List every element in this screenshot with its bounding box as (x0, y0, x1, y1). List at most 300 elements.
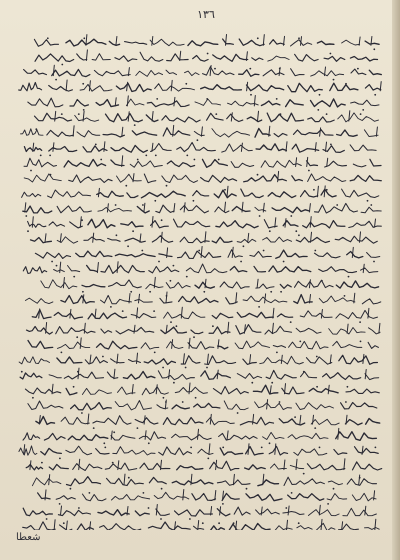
handwritten-word (194, 403, 220, 408)
diacritic-dot (70, 488, 72, 490)
handwritten-word (256, 509, 280, 514)
diacritic-dot (294, 416, 296, 418)
letter-stroke (132, 385, 133, 394)
handwritten-word (308, 117, 335, 122)
diacritic-dot (148, 442, 150, 444)
handwritten-line (26, 459, 382, 475)
letter-stroke (144, 416, 145, 424)
handwritten-word (290, 465, 303, 468)
handwritten-word (292, 176, 303, 181)
handwritten-word (20, 373, 42, 379)
handwritten-word (167, 54, 188, 61)
handwritten-word (212, 237, 232, 243)
handwritten-word (219, 433, 258, 440)
letter-stroke (209, 444, 210, 455)
diacritic-dot (374, 94, 376, 96)
diacritic-dot (161, 488, 163, 490)
catchword: شعطا (16, 532, 41, 543)
handwritten-word (156, 509, 170, 515)
letter-stroke (261, 507, 262, 515)
handwritten-text-block (14, 30, 386, 530)
letter-stroke (166, 292, 167, 303)
handwritten-word (141, 343, 159, 349)
handwritten-word (32, 310, 51, 319)
letter-stroke (115, 98, 116, 106)
handwritten-word (367, 253, 380, 258)
letter-stroke (79, 459, 80, 469)
handwritten-word (129, 360, 141, 363)
handwritten-word (152, 236, 172, 243)
letter-stroke (169, 370, 170, 379)
diacritic-dot (160, 518, 162, 520)
letter-stroke (365, 506, 366, 515)
diacritic-dot (326, 189, 328, 191)
handwritten-word (218, 346, 228, 349)
handwritten-word (296, 237, 329, 242)
handwritten-word (106, 114, 143, 122)
handwritten-word (370, 159, 381, 166)
letter-stroke (275, 444, 276, 455)
diacritic-dot (214, 68, 216, 70)
handwritten-word (19, 357, 49, 364)
handwritten-word (220, 282, 249, 289)
handwritten-word (177, 143, 216, 152)
letter-stroke (321, 519, 322, 530)
handwritten-line (24, 156, 381, 172)
diacritic-dot (360, 113, 362, 115)
handwritten-word (117, 174, 142, 182)
handwritten-word (144, 359, 175, 365)
handwritten-word (203, 159, 228, 167)
diacritic-dot (193, 336, 195, 338)
letter-stroke (152, 112, 153, 122)
handwritten-line (41, 277, 379, 292)
handwritten-word (177, 466, 203, 470)
letter-stroke (207, 354, 208, 363)
handwritten-word (66, 446, 92, 455)
handwritten-word (266, 370, 296, 379)
handwritten-word (247, 117, 262, 122)
handwritten-word (96, 449, 109, 454)
diacritic-dot (83, 109, 85, 111)
diacritic-dot (185, 367, 187, 369)
letter-stroke (227, 431, 228, 439)
diacritic-dot (128, 477, 130, 479)
letter-stroke (63, 278, 64, 288)
handwritten-word (321, 189, 336, 197)
diacritic-dot (166, 185, 168, 187)
letter-stroke (171, 80, 172, 90)
diacritic-dot (280, 291, 282, 293)
handwritten-word (232, 207, 250, 212)
letter-stroke (379, 323, 380, 333)
handwritten-word (76, 251, 112, 257)
handwritten-word (77, 54, 87, 60)
letter-stroke (225, 202, 226, 212)
handwritten-word (307, 464, 344, 470)
handwritten-word (338, 113, 379, 122)
handwritten-word (135, 511, 149, 516)
page-edge-shadow (392, 0, 400, 560)
letter-stroke (174, 97, 175, 106)
diacritic-dot (237, 412, 239, 414)
handwritten-word (94, 70, 130, 75)
diacritic-dot (46, 518, 48, 520)
diacritic-dot (61, 352, 63, 354)
diacritic-dot (163, 397, 165, 399)
handwritten-word (239, 39, 264, 46)
handwritten-word (131, 314, 156, 318)
letter-stroke (60, 234, 61, 243)
diacritic-dot (59, 503, 61, 505)
diacritic-dot (83, 37, 85, 39)
letter-stroke (216, 460, 217, 469)
letter-stroke (90, 355, 91, 364)
handwritten-word (250, 251, 271, 257)
handwritten-word (54, 270, 65, 272)
handwritten-word (24, 174, 61, 182)
handwritten-word (361, 207, 381, 213)
letter-stroke (89, 81, 90, 91)
letter-stroke (275, 218, 276, 228)
diacritic-dot (222, 503, 224, 505)
letter-stroke (134, 325, 135, 333)
diacritic-dot (125, 185, 127, 187)
letter-stroke (73, 126, 74, 136)
handwritten-word (105, 463, 136, 470)
handwritten-word (28, 341, 53, 349)
diacritic-dot (218, 522, 220, 524)
letter-stroke (352, 247, 353, 257)
handwritten-word (273, 346, 285, 348)
diacritic-dot (259, 215, 261, 217)
handwritten-word (19, 83, 42, 91)
handwritten-word (172, 480, 213, 485)
diacritic-dot (336, 204, 338, 206)
handwritten-word (280, 284, 291, 288)
handwritten-word (77, 524, 93, 530)
handwritten-word (292, 144, 319, 152)
letter-stroke (144, 203, 145, 212)
handwritten-word (227, 114, 243, 121)
handwritten-word (343, 508, 377, 516)
letter-stroke (317, 186, 318, 197)
letter-stroke (107, 204, 108, 212)
letter-stroke (313, 415, 314, 424)
letter-stroke (328, 385, 329, 394)
diacritic-dot (316, 356, 318, 358)
diacritic-dot (153, 310, 155, 312)
handwritten-line (34, 35, 379, 51)
handwritten-word (84, 237, 104, 241)
diacritic-dot (243, 245, 245, 247)
handwritten-word (294, 449, 327, 456)
diacritic-dot (224, 189, 226, 191)
handwritten-word (140, 463, 170, 469)
diacritic-dot (95, 144, 97, 146)
handwritten-word (77, 131, 100, 137)
letter-stroke (49, 475, 50, 485)
diacritic-dot (190, 447, 192, 449)
handwritten-word (156, 205, 174, 213)
handwritten-word (137, 207, 149, 213)
letter-stroke (248, 233, 249, 242)
diacritic-dot (173, 382, 175, 384)
handwritten-word (82, 285, 105, 287)
handwritten-word (22, 192, 41, 197)
letter-stroke (80, 338, 81, 349)
letter-stroke (88, 414, 89, 424)
handwritten-word (49, 86, 73, 92)
handwritten-word (92, 54, 110, 61)
diacritic-dot (203, 291, 205, 293)
handwritten-word (41, 280, 77, 289)
handwritten-word (350, 175, 381, 181)
handwritten-word (175, 387, 207, 393)
handwritten-word (203, 67, 235, 75)
diacritic-dot (359, 477, 361, 479)
letter-stroke (220, 507, 221, 515)
handwritten-line (28, 400, 377, 414)
letter-stroke (201, 127, 202, 136)
diacritic-dot (51, 261, 53, 263)
diacritic-dot (149, 291, 151, 293)
handwritten-word (35, 54, 74, 62)
handwritten-word (141, 191, 185, 198)
handwritten-word (194, 526, 204, 529)
handwritten-word (191, 330, 203, 334)
diacritic-dot (317, 109, 319, 111)
handwritten-word (115, 56, 137, 62)
diacritic-dot (130, 291, 132, 293)
diacritic-dot (250, 94, 252, 96)
handwritten-word (32, 478, 61, 486)
diacritic-dot (35, 128, 37, 130)
handwritten-word (23, 508, 52, 516)
diacritic-dot (21, 371, 23, 373)
handwritten-line (19, 444, 378, 460)
handwritten-word (149, 267, 179, 273)
diacritic-dot (344, 295, 346, 297)
handwritten-word (125, 238, 145, 242)
handwritten-word (246, 494, 282, 501)
diacritic-dot (279, 68, 281, 70)
letter-stroke (116, 37, 117, 46)
letter-stroke (30, 461, 31, 470)
handwritten-word (270, 40, 285, 45)
handwritten-word (69, 175, 112, 183)
handwritten-line (25, 383, 379, 399)
handwritten-word (151, 221, 169, 228)
handwritten-word (98, 207, 132, 211)
letter-stroke (326, 142, 327, 151)
handwritten-word (347, 252, 363, 258)
handwritten-word (230, 266, 247, 271)
handwritten-word (136, 70, 163, 76)
handwritten-line (24, 65, 382, 80)
handwritten-word (85, 357, 107, 364)
handwritten-word (140, 52, 163, 61)
letter-stroke (281, 355, 282, 363)
diacritic-dot (303, 473, 305, 475)
diacritic-dot (330, 144, 332, 146)
handwritten-word (47, 130, 74, 136)
diacritic-dot (285, 507, 287, 509)
handwritten-word (193, 56, 208, 62)
diacritic-dot (59, 458, 61, 460)
handwritten-word (56, 327, 95, 334)
handwritten-word (346, 389, 379, 393)
handwritten-word (144, 174, 156, 183)
handwritten-word (57, 342, 89, 349)
diacritic-dot (362, 109, 364, 111)
diacritic-dot (263, 250, 265, 252)
handwritten-word (237, 373, 261, 378)
diacritic-dot (261, 447, 263, 449)
diacritic-dot (319, 94, 321, 96)
handwritten-word (295, 280, 334, 287)
handwritten-word (316, 523, 335, 530)
handwritten-word (31, 238, 52, 243)
diacritic-dot (345, 83, 347, 85)
handwritten-word (192, 494, 216, 501)
diacritic-dot (327, 503, 329, 505)
handwritten-word (123, 372, 154, 380)
letter-stroke (365, 370, 366, 379)
letter-stroke (61, 506, 62, 515)
letter-stroke (258, 111, 259, 121)
diacritic-dot (313, 189, 315, 191)
handwritten-word (279, 419, 305, 425)
diacritic-dot (189, 518, 191, 520)
letter-stroke (338, 428, 339, 439)
handwritten-word (24, 70, 47, 75)
handwritten-word (186, 264, 227, 273)
handwritten-word (366, 419, 380, 425)
diacritic-dot (194, 159, 196, 161)
letter-stroke (127, 82, 128, 91)
diacritic-dot (357, 68, 359, 70)
handwritten-word (57, 357, 82, 363)
handwritten-word (291, 69, 305, 76)
handwritten-word (125, 42, 147, 45)
diacritic-dot (32, 397, 34, 399)
handwritten-word (295, 54, 319, 61)
letter-stroke (344, 459, 345, 470)
handwritten-line (27, 322, 381, 338)
letter-stroke (265, 294, 266, 303)
handwritten-line (23, 428, 376, 444)
handwritten-word (240, 417, 273, 425)
letter-stroke (184, 203, 185, 212)
letter-stroke (217, 370, 218, 379)
letter-stroke (174, 204, 175, 213)
diacritic-dot (280, 113, 282, 115)
handwritten-word (57, 206, 91, 213)
handwritten-word (252, 58, 263, 61)
handwritten-word (308, 510, 339, 516)
handwritten-word (49, 222, 65, 226)
handwritten-word (301, 372, 317, 378)
handwritten-word (207, 113, 224, 120)
diacritic-dot (257, 37, 259, 39)
letter-stroke (90, 522, 91, 530)
diacritic-dot (283, 261, 285, 263)
handwritten-line (35, 247, 379, 263)
handwritten-word (210, 461, 239, 470)
letter-stroke (156, 385, 157, 394)
handwritten-word (88, 313, 126, 319)
diacritic-dot (154, 200, 156, 202)
letter-stroke (78, 368, 79, 379)
diacritic-dot (182, 401, 184, 403)
handwritten-word (269, 266, 311, 272)
diacritic-dot (78, 113, 80, 115)
handwritten-word (276, 250, 307, 258)
handwritten-word (58, 510, 90, 515)
handwritten-line (28, 338, 378, 353)
handwritten-word (150, 39, 184, 46)
handwritten-word (159, 447, 192, 455)
handwritten-word (352, 493, 376, 501)
diacritic-dot (170, 321, 172, 323)
diacritic-dot (100, 159, 102, 161)
handwritten-word (139, 432, 165, 440)
letter-stroke (310, 217, 311, 228)
handwritten-word (163, 418, 203, 425)
handwritten-word (194, 131, 204, 135)
letter-stroke (66, 521, 67, 530)
handwritten-word (296, 328, 321, 333)
handwritten-word (268, 192, 296, 198)
handwritten-word (349, 221, 382, 227)
letter-stroke (210, 414, 211, 424)
handwritten-word (234, 507, 250, 515)
diacritic-dot (81, 219, 83, 221)
handwritten-word (205, 356, 236, 365)
handwritten-word (49, 464, 68, 470)
letter-stroke (244, 325, 245, 334)
diacritic-dot (197, 139, 199, 141)
handwritten-word (73, 464, 102, 471)
diacritic-dot (370, 204, 372, 206)
diacritic-dot (276, 352, 278, 354)
handwritten-line (22, 186, 379, 202)
handwritten-word (109, 41, 119, 45)
diacritic-dot (122, 310, 124, 312)
handwritten-line (35, 111, 379, 126)
handwritten-word (213, 54, 248, 61)
letter-stroke (66, 80, 67, 91)
handwritten-word (333, 341, 362, 347)
handwritten-word (311, 99, 346, 107)
handwritten-word (162, 175, 198, 183)
handwritten-word (353, 164, 366, 167)
diacritic-dot (61, 64, 63, 66)
diacritic-dot (77, 371, 79, 373)
diacritic-dot (193, 200, 195, 202)
handwritten-word (195, 99, 221, 105)
handwritten-word (319, 267, 357, 273)
letter-stroke (309, 280, 310, 288)
letter-stroke (247, 82, 248, 91)
handwritten-word (27, 327, 53, 335)
handwritten-word (362, 299, 381, 304)
letter-stroke (53, 143, 54, 152)
handwritten-word (210, 526, 224, 530)
letter-stroke (124, 474, 125, 485)
letter-stroke (32, 217, 33, 228)
